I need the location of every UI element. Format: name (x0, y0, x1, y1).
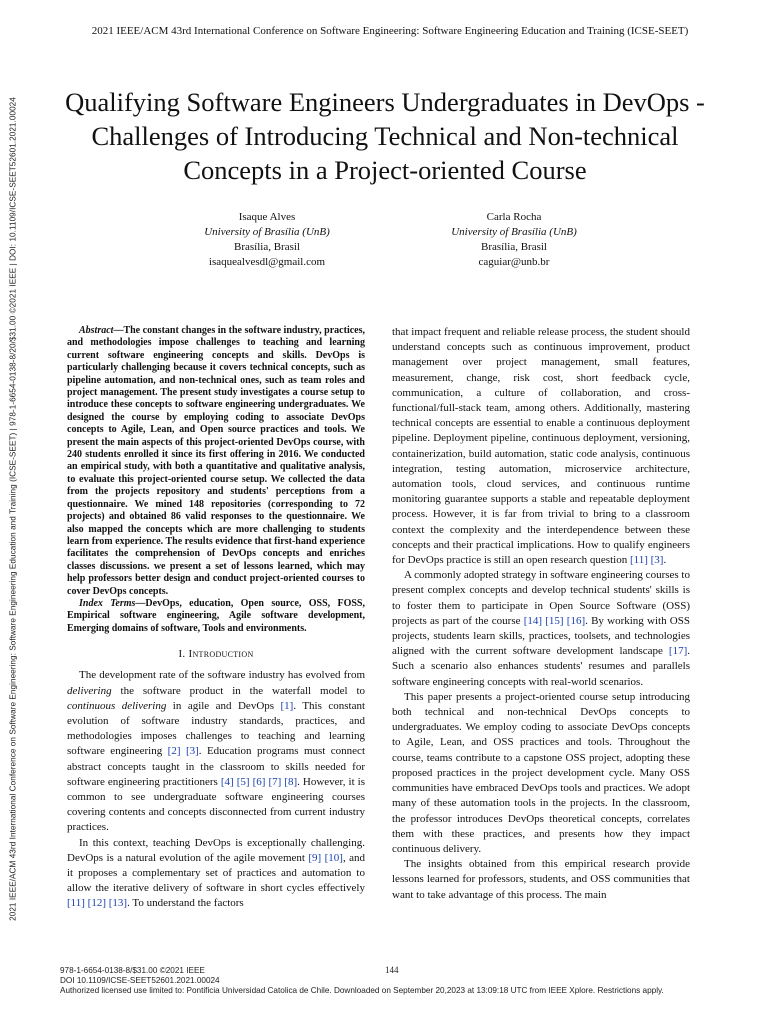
index-terms (67, 598, 365, 635)
citation-link[interactable]: [8] (284, 775, 298, 788)
section-heading (67, 647, 365, 662)
citation-link[interactable]: [15] (545, 614, 564, 627)
sidebar-citation-text: 2021 IEEE/ACM 43rd International Conference on Software Engineering: Software Engineering Education and Training (ICSE-SEET) | 978-1-6654-0138-8/20/$31.00 ©2021 IEEE | DOI: 10.1109/ICSE-SEET52601.2021.00024 (8, 97, 18, 921)
author-name: Carla Rocha (486, 211, 542, 223)
citation-link[interactable]: [16] (566, 614, 586, 627)
author-block-2 (394, 210, 634, 270)
citation-link[interactable]: [11] (629, 554, 648, 567)
citation-link[interactable]: [1] (280, 699, 294, 712)
citation-link[interactable]: [3] (185, 745, 199, 758)
citation-link[interactable]: [17] (668, 645, 688, 658)
body-paragraph: This paper presents a project-oriented course setup introducing both technical and non-technical DevOps concepts to undergraduates. We employ coding to associate DevOps concepts to Agile, Lean, and OSS practices and tools. Throughout the course, teams contribute to a capstone OSS project, adopting these proposed practices in the project development cycle. Many OSS communities have embraced DevOps tools and practices. We adopt many of these automation tools in the projects. In the classroom, the professor introduces DevOps theoretical concepts, correlates them with these practices, and presents how they impact continuous delivery. (392, 690, 690, 855)
section-numeral: I. (178, 648, 186, 661)
section-title: Introduction (188, 648, 254, 661)
body-paragraph-continued: that impact frequent and reliable release process, the student should understand concepts such as continuous improvement, product management over project management, small features, measurement, change, risk cost, short feedback cycle, communication, a culture of collaboration, and cross-functional/full-stack team, among others. Additionally, mastering technical concepts are essential to enable a continuous deployment pipeline. Deployment pipeline, continuous deployment, versioning, containerization, build automation, static code analysis, continuous integration, testing automation, microservice architecture, automation tools, cloud services, and continuous runtime monitoring guarantee supports a stable and repeatable deployment process. However, it is far from trivial to bring to a classroom context the complexity and the interdependence between these concepts and their practical implications. How to qualify engineers for DevOps practice is still an open research question [11] [3]. (392, 326, 690, 567)
citation-link[interactable]: [13] (108, 897, 128, 910)
citation-link[interactable]: [4] (220, 775, 234, 788)
citation-link[interactable]: [6] (252, 775, 266, 788)
footer-license-notice: Authorized licensed use limited to: Pontificia Universidad Catolica de Chile. Downloaded on September 20,2023 at 13:09:18 UTC from IEEE Xplore. Restrictions apply. (60, 985, 664, 995)
citation-link[interactable]: [2] (167, 745, 181, 758)
citation-link[interactable]: [11] (67, 897, 85, 910)
author-email: isaquealvesdl@gmail.com (208, 256, 326, 268)
author-name: Isaque Alves (238, 211, 296, 223)
citation-link[interactable]: [14] (523, 614, 543, 627)
footer-doi: DOI 10.1109/ICSE-SEET52601.2021.00024 (60, 975, 220, 985)
index-terms-label: Index Terms (79, 597, 136, 609)
conference-header: 2021 IEEE/ACM 43rd International Conference on Software Engineering: Software Engineering Education and Training (ICSE-SEET) (91, 25, 689, 37)
citation-link[interactable]: [7] (268, 775, 282, 788)
intro-paragraph-1: The development rate of the software industry has evolved from delivering the software product in the waterfall model to continuous delivering in agile and DevOps [1]. This constant evolution of software industry standards, practices, and methodologies imposes challenges to teaching and learning software engineering [2] [3]. Education programs must connect abstract concepts taught in the classroom to skills needed for software engineering practitioners [4] [5] [6] [7] [8]. However, it is common to see undergraduate software engineering courses covering contents and concepts disconnected from current industry practices. (67, 669, 366, 834)
body-paragraph: The insights obtained from this empirical research provide lessons learned for professors, students, and OSS communities that want to take advantage of this process. The main (392, 858, 690, 901)
citation-link[interactable]: [9] (308, 851, 322, 864)
citation-link[interactable]: [5] (236, 775, 250, 788)
author-email: caguiar@unb.br (478, 256, 550, 268)
abstract-label: Abstract (79, 325, 114, 336)
page-number: 144 (385, 965, 399, 975)
abstract-text: —The constant changes in the software industry, practices, and methodologies impose challenges to teaching and learning current software engineering concepts and skills. DevOps is particularly challenging because it covers technical concepts, such as pipeline automation, and non-technical ones, such as team roles and project management. The present study investigates a course setup to introduce these concepts to software engineering undergraduates. We designed the course by employing coding to associate DevOps concepts to Agile, Lean, and Open source practices and tools. We present the main aspects of this project-oriented DevOps course, with 240 students enrolled it since its first offering in 2016. We conducted an empirical study, with both a quantitative and qualitative analysis, to evaluate this project-oriented course setup. We collected the data from the projects repository and students' perceptions from a questionnaire. We mined 148 repositories (corresponding to 72 projects) and obtained 86 valid responses to the questionnaire. We also mapped the concepts which are more challenging to students learn from experience. The results evidence that first-hand experience facilitates the comprehension of DevOps concepts and enriches classes discussions. we present a set of lessons learned, which may help professors better design and conduct project-oriented courses to cover DevOps concepts. (67, 325, 365, 597)
author-location: Brasília, Brasil (234, 241, 300, 253)
citation-link[interactable]: [12] (87, 897, 106, 910)
author-block-1 (147, 210, 387, 270)
citation-link[interactable]: [10] (324, 851, 343, 864)
citation-link[interactable]: [3] (650, 554, 664, 567)
paper-title: Qualifying Software Engineers Undergraduates in DevOps - Challenges of Introducing Technical and Non-technical Concepts in a Project-oriented Course (65, 87, 705, 185)
author-affiliation: University of Brasília (UnB) (451, 226, 577, 238)
footer-isbn: 978-1-6654-0138-8/$31.00 ©2021 IEEE (60, 966, 205, 975)
left-margin-strip (5, 14, 21, 1004)
left-column (67, 325, 365, 912)
intro-paragraph-2: In this context, teaching DevOps is exceptionally challenging. DevOps is a natural evolution of the agile movement [9] [10], and it proposes a complementary set of practices and automation to allow the iterative delivery of software in short cycles effectively [11] [12] [13]. To understand the factors (67, 836, 365, 910)
author-location: Brasília, Brasil (481, 241, 547, 253)
author-affiliation: University of Brasília (UnB) (204, 226, 330, 238)
right-column (392, 325, 690, 903)
abstract (67, 325, 365, 598)
body-paragraph: A commonly adopted strategy in software engineering courses to present complex concepts and develop technical students' skills is to foster them to participate in Open Source Software (OSS) projects as part of the course [14] [15] [16]. By working with OSS projects, students learn skills, practices, toolsets, and technologies aligned with the current software development landscape [17]. Such a scenario also enhances students' resumes and parallels software engineering concepts with real-world scenarios. (392, 569, 690, 688)
page-footer (60, 966, 720, 995)
index-terms-text: —DevOps, education, Open source, OSS, FOSS, Empirical software engineering, Agile software development, Emerging domains of software, Tools and environments. (67, 597, 365, 634)
